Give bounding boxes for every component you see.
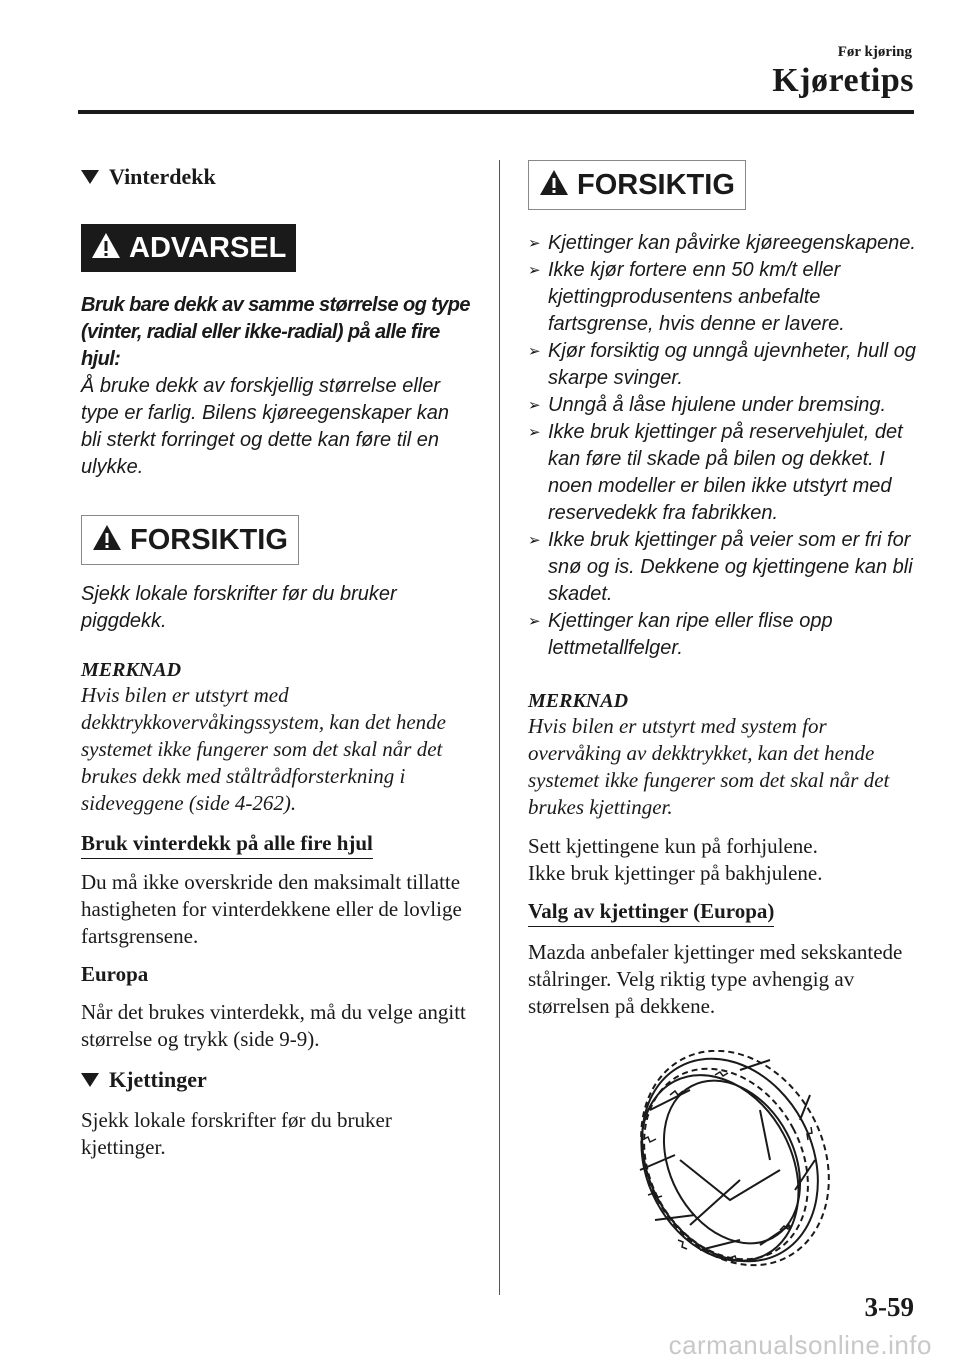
front-wheels-text: Sett kjettingene kun på forhjulene. (528, 834, 818, 858)
chains-heading (81, 1067, 471, 1093)
list-item: ➢ Unngå å låse hjulene under bremsing. (528, 392, 920, 419)
rear-wheels-text: Ikke bruk kjettinger på bakhjulene. (528, 861, 823, 885)
arrow-bullet-icon: ➢ (528, 261, 541, 279)
chain-selection-subheading-wrap (528, 899, 920, 927)
warning-label-box (81, 224, 296, 272)
chains-caution-label: FORSIKTIG (577, 168, 735, 201)
chains-note-block (528, 690, 920, 821)
page-number: 3-59 (864, 1292, 914, 1322)
caution-label: FORSIKTIG (130, 523, 288, 556)
list-item: ➢ Kjettinger kan ripe eller flise opp lettmetallfelger. (528, 608, 920, 662)
chains-note-text: Hvis bilen er utstyrt med system for overvåking av dekktrykket, kan det hende systemet ikke fungerer som det skal når det brukes kjettinger. (528, 714, 890, 819)
chains-note-heading: MERKNAD (528, 690, 629, 712)
chain-selection-subheading: Valg av kjettinger (Europa) (528, 899, 774, 927)
chains-heading-text: Kjettinger (109, 1067, 207, 1092)
winter-tires-heading (81, 164, 471, 190)
arrow-bullet-icon: ➢ (528, 342, 541, 360)
note-heading: MERKNAD (81, 659, 182, 681)
all-four-wheels-subheading: Bruk vinterdekk på alle fire hjul (81, 831, 373, 859)
left-column (81, 158, 471, 1161)
caution-triangle-icon (539, 169, 569, 201)
arrow-bullet-icon: ➢ (528, 612, 541, 630)
section-triangle-icon (81, 1073, 99, 1087)
list-item: ➢ Kjettinger kan påvirke kjøreegenskapene. (528, 230, 920, 257)
warning-label: ADVARSEL (129, 231, 287, 264)
europe-label: Europa (81, 962, 149, 986)
warning-text: Å bruke dekk av forskjellig størrelse eller type er farlig. Bilens kjøreegenskaper kan bli sterkt forringet og dette kan føre til en ulykke. (81, 375, 449, 478)
winter-heading-text: Vinterdekk (109, 164, 216, 189)
speed-paragraph: Du må ikke overskride den maksimalt tillatte hastigheten for vinterdekkene eller de lovlige fartsgrensene. (81, 870, 462, 948)
warning-triangle-icon (91, 232, 121, 264)
chains-caution-label-box (528, 160, 746, 210)
header-title: Kjøretips (772, 62, 914, 99)
column-divider (499, 160, 500, 1295)
caution-block (81, 515, 471, 635)
arrow-bullet-icon: ➢ (528, 396, 541, 414)
caution-label-box (81, 515, 299, 565)
list-item: ➢ Ikke kjør fortere enn 50 km/t eller kjettingprodusentens anbefalte fartsgrense, hvis denne er lavere. (528, 257, 920, 338)
header-section: Før kjøring (837, 44, 912, 60)
caution-text: Sjekk lokale forskrifter før du bruker piggdekk. (81, 583, 397, 632)
arrow-bullet-icon: ➢ (528, 234, 541, 252)
note-block (81, 659, 471, 817)
list-item: ➢ Ikke bruk kjettinger på reservehjulet, det kan føre til skade på bilen og dekket. I noen modeller er bilen ikke utstyrt med reservedekk fra fabrikken. (528, 419, 920, 527)
list-item: ➢ Ikke bruk kjettinger på veier som er fri for snø og is. Dekkene og kjettingene kan bli skadet. (528, 527, 920, 608)
chains-regulations-paragraph: Sjekk lokale forskrifter før du bruker kjettinger. (81, 1108, 392, 1159)
list-item: ➢ Kjør forsiktig og unngå ujevnheter, hull og skarpe svinger. (528, 338, 920, 392)
header-rule (78, 110, 914, 114)
note-text: Hvis bilen er utstyrt med dekktrykkovervåkingssystem, kan det hende systemet ikke fungerer som det skal når det brukes dekk med ståltrådforsterkning i sideveggene (side 4-262). (81, 683, 446, 815)
chains-caution-list (528, 230, 920, 662)
warning-block (81, 224, 471, 481)
right-column (528, 160, 920, 1020)
section-triangle-icon (81, 170, 99, 184)
size-pressure-paragraph: Når det brukes vinterdekk, må du velge angitt størrelse og trykk (side 9-9). (81, 1000, 466, 1051)
arrow-bullet-icon: ➢ (528, 423, 541, 441)
all-four-wheels-subheading-wrap (81, 831, 471, 859)
arrow-bullet-icon: ➢ (528, 531, 541, 549)
snow-chain-illustration (620, 1050, 830, 1280)
caution-triangle-icon (92, 524, 122, 556)
warning-bold-text: Bruk bare dekk av samme størrelse og type (vinter, radial eller ikke-radial) på alle fire hjul: (81, 294, 470, 370)
footer-watermark: carmanualsonline.info (668, 1330, 932, 1360)
chain-recommendation-paragraph: Mazda anbefaler kjettinger med sekskantede stålringer. Velg riktig type avhengig av størrelsen på dekkene. (528, 940, 903, 1018)
